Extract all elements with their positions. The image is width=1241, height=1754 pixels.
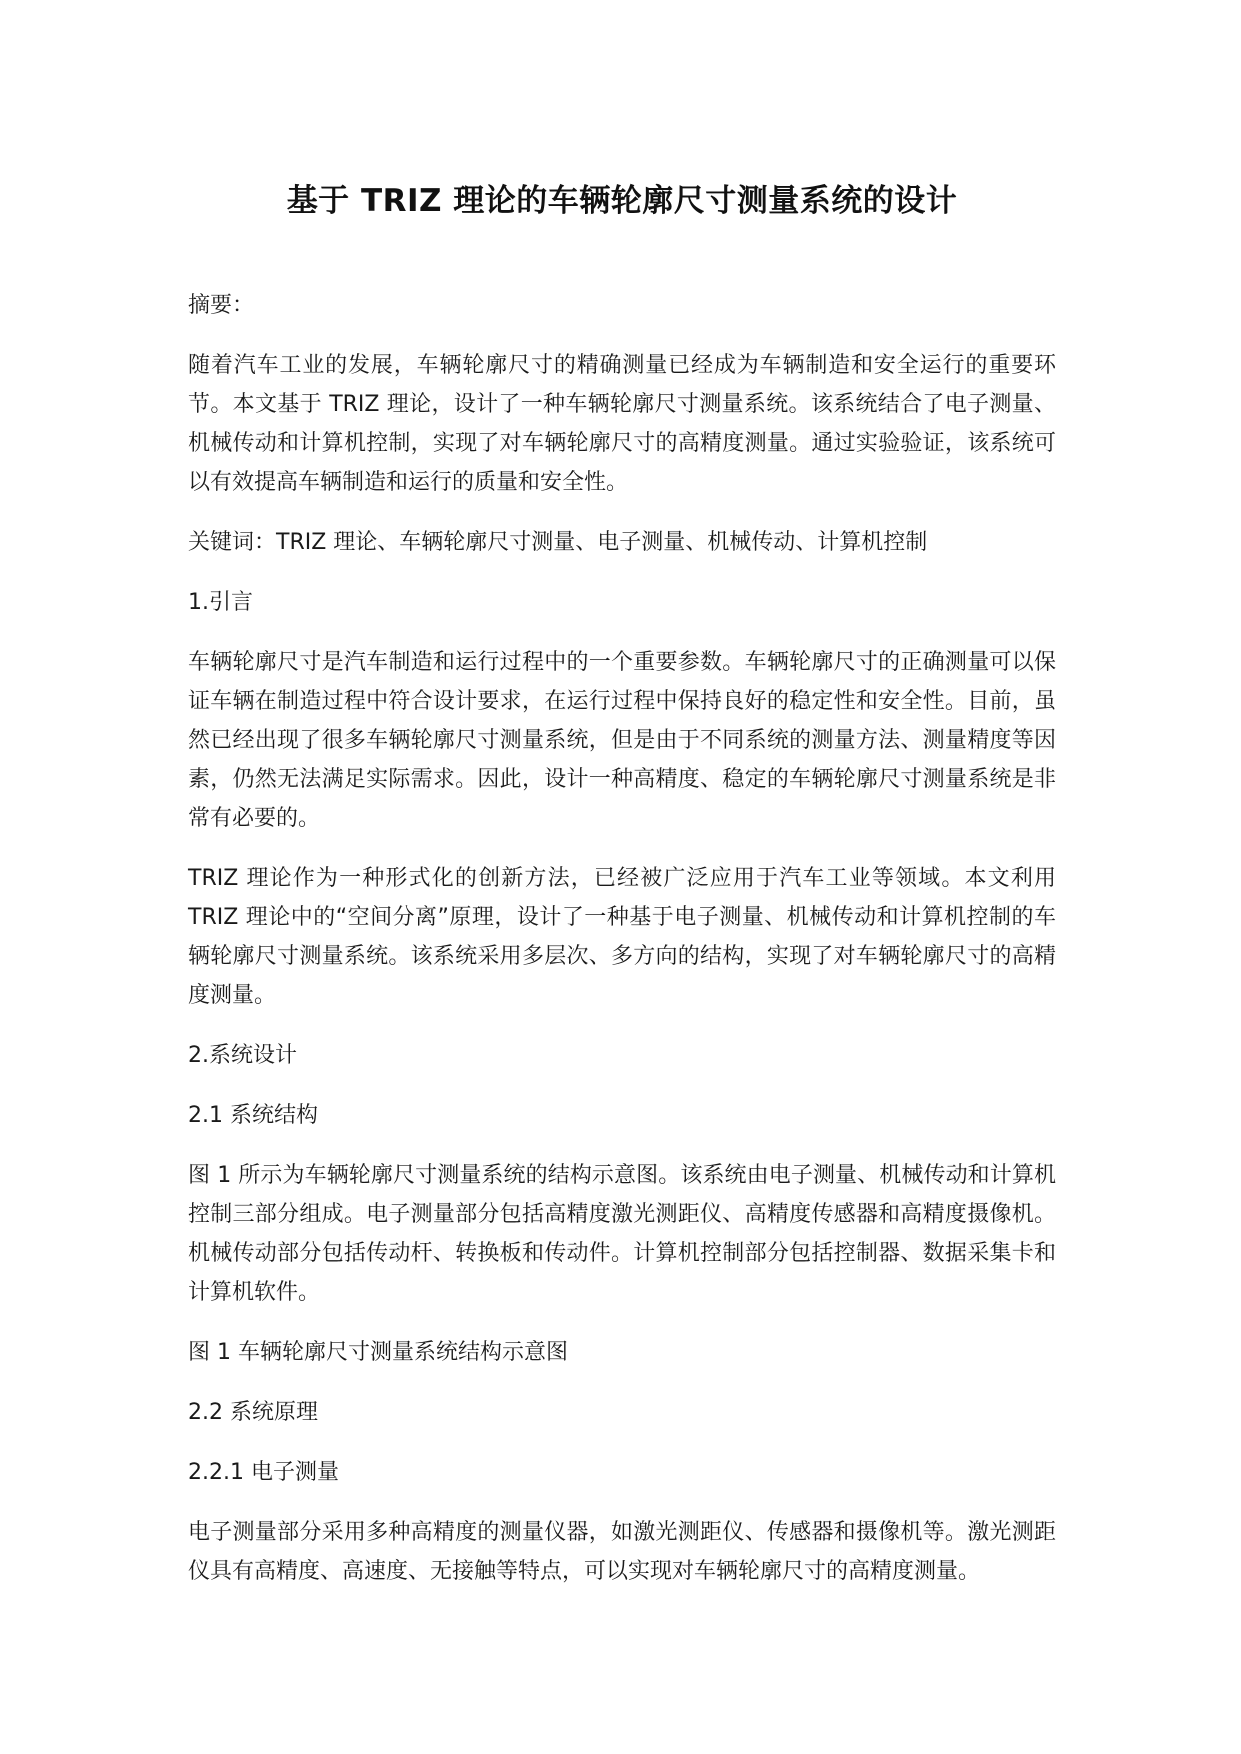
keywords-line: 关键词：TRIZ 理论、车辆轮廓尺寸测量、电子测量、机械传动、计算机控制 [188, 530, 928, 555]
electronic-measurement-paragraph: 电子测量部分采用多种高精度的测量仪器，如激光测距仪、传感器和摄像机等。激光测距仪具有高精度、高速度、无接触等特点，可以实现对车辆轮廓尺寸的高精度测量。 [188, 1520, 1056, 1584]
abstract-paragraph: 随着汽车工业的发展，车辆轮廓尺寸的精确测量已经成为车辆制造和安全运行的重要环节。本文基于 TRIZ 理论，设计了一种车辆轮廓尺寸测量系统。该系统结合了电子测量、机械传动和计算机控制，实现了对车辆轮廓尺寸的高精度测量。通过实验验证，该系统可以有效提高车辆制造和运行的质量和安全性。 [188, 353, 1056, 495]
introduction-paragraph-2: TRIZ 理论作为一种形式化的创新方法，已经被广泛应用于汽车工业等领域。本文利用 TRIZ 理论中的“空间分离”原理，设计了一种基于电子测量、机械传动和计算机控制的车辆轮廓尺寸测量系统。该系统采用多层次、多方向的结构，实现了对车辆轮廓尺寸的高精度测量。 [188, 866, 1056, 1008]
document-body [188, 180, 1056, 1591]
section-heading-system-principle: 2.2 系统原理 [188, 1400, 318, 1425]
section-heading-system-structure: 2.1 系统结构 [188, 1103, 318, 1128]
figure-caption: 图 1 车辆轮廓尺寸测量系统结构示意图 [188, 1340, 568, 1365]
introduction-paragraph-1: 车辆轮廓尺寸是汽车制造和运行过程中的一个重要参数。车辆轮廓尺寸的正确测量可以保证车辆在制造过程中符合设计要求，在运行过程中保持良好的稳定性和安全性。目前，虽然已经出现了很多车辆轮廓尺寸测量系统，但是由于不同系统的测量方法、测量精度等因素，仍然无法满足实际需求。因此，设计一种高精度、稳定的车辆轮廓尺寸测量系统是非常有必要的。 [188, 650, 1056, 831]
section-heading-electronic-measurement: 2.2.1 电子测量 [188, 1460, 339, 1485]
abstract-label: 摘要： [188, 293, 255, 318]
section-heading-introduction: 1.引言 [188, 590, 253, 615]
system-structure-paragraph: 图 1 所示为车辆轮廓尺寸测量系统的结构示意图。该系统由电子测量、机械传动和计算机控制三部分组成。电子测量部分包括高精度激光测距仪、高精度传感器和高精度摄像机。机械传动部分包括传动杆、转换板和传动件。计算机控制部分包括控制器、数据采集卡和计算机软件。 [188, 1163, 1056, 1305]
document-title: 基于 TRIZ 理论的车辆轮廓尺寸测量系统的设计 [286, 183, 958, 219]
section-heading-system-design: 2.系统设计 [188, 1043, 297, 1068]
